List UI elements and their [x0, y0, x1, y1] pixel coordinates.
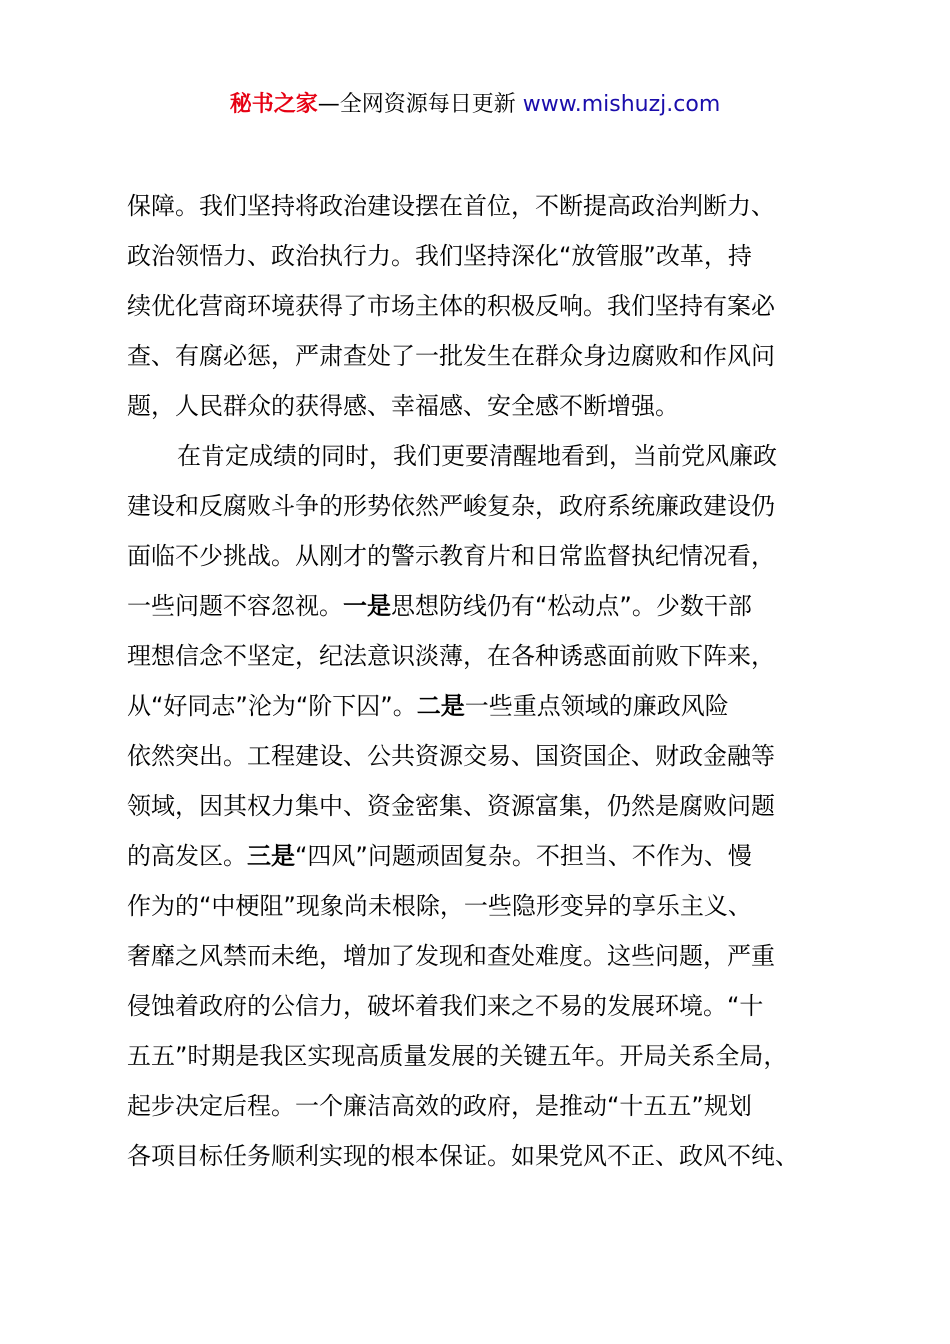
text-run: 思想防线仍有“松动点”。少数干部 [391, 592, 752, 620]
text-line: 领域，因其权力集中、资金密集、资源富集，仍然是腐败问题 [127, 792, 775, 820]
text-line: 起步决定后程。一个廉洁高效的政府，是推动“十五五”规划 [127, 1092, 752, 1120]
text-line: 五五”时期是我区实现高质量发展的关键五年。开局关系全局， [127, 1042, 788, 1070]
text-line: 理想信念不坚定，纪法意识淡薄，在各种诱惑面前败下阵来， [127, 642, 775, 670]
text-line: 续优化营商环境获得了市场主体的积极反响。我们坚持有案必 [127, 292, 775, 320]
point-marker-3: 三是 [247, 842, 295, 870]
paragraph-2 [127, 431, 857, 1181]
text-run: “四风”问题顽固复杂。不担当、不作为、慢 [295, 842, 752, 870]
text-line: 面临不少挑战。从刚才的警示教育片和日常监督执纪情况看， [127, 542, 775, 570]
page-header [0, 88, 950, 122]
text-line [127, 581, 857, 631]
text-run: 一些问题不容忽视。 [127, 592, 343, 620]
text-line: 保障。我们坚持将政治建设摆在首位，不断提高政治判断力、 [127, 192, 775, 220]
header-tagline: —全网资源每日更新 [317, 92, 523, 117]
document-body [127, 181, 857, 1181]
text-line: 政治领悟力、政治执行力。我们坚持深化“放管服”改革，持 [127, 242, 752, 270]
text-run: 的高发区。 [127, 842, 247, 870]
text-line [127, 681, 857, 731]
text-line: 依然突出。工程建设、公共资源交易、国资国企、财政金融等 [127, 742, 775, 770]
point-marker-1: 一是 [343, 592, 391, 620]
text-line: 查、有腐必惩，严肃查处了一批发生在群众身边腐败和作风问 [127, 342, 775, 370]
text-line: 侵蚀着政府的公信力，破坏着我们来之不易的发展环境。“十 [127, 992, 764, 1020]
text-line: 各项目标任务顺利实现的根本保证。如果党风不正、政风不纯、 [127, 1142, 799, 1170]
text-line: 建设和反腐败斗争的形势依然严峻复杂，政府系统廉政建设仍 [127, 492, 775, 520]
brand-name: 秘书之家 [229, 92, 318, 117]
point-marker-2: 二是 [416, 692, 465, 720]
text-line: 题，人民群众的获得感、幸福感、安全感不断增强。 [127, 392, 679, 420]
paragraph-1 [127, 181, 857, 431]
text-line: 在肯定成绩的同时，我们更要清醒地看到，当前党风廉政 [177, 442, 777, 470]
header-url-link[interactable]: www.mishuzj.com [522, 92, 721, 117]
text-line [127, 831, 857, 881]
text-run: 一些重点领域的廉政风险 [464, 692, 729, 720]
text-line: 奢靡之风禁而未绝，增加了发现和查处难度。这些问题，严重 [127, 942, 775, 970]
text-run: 从“好同志”沦为“阶下囚”。 [127, 692, 417, 720]
text-line: 作为的“中梗阻”现象尚未根除，一些隐形变异的享乐主义、 [127, 892, 752, 920]
